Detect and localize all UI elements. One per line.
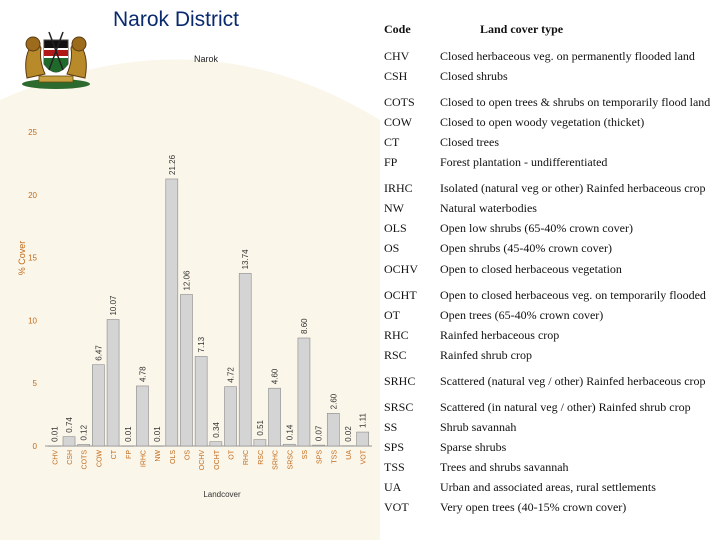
legend-description: Closed to open woody vegetation (thicket) <box>440 115 645 129</box>
bar-value-label: 4.72 <box>226 367 236 383</box>
legend-code: SS <box>384 420 398 434</box>
bar-value-label: 13.74 <box>241 249 251 270</box>
x-tick-label: TSS <box>331 450 339 464</box>
legend-code: RSC <box>384 348 407 362</box>
legend-description: Open to closed herbaceous veg. on temporarily flooded <box>440 288 706 302</box>
legend-description: Open trees (65-40% crown cover) <box>440 308 604 322</box>
legend-description: Shrub savannah <box>440 420 517 434</box>
legend-description: Natural waterbodies <box>440 201 537 215</box>
bar-value-label: 4.78 <box>138 366 148 382</box>
x-tick-label: OCHT <box>213 450 221 470</box>
x-tick-label: IRHC <box>140 450 148 468</box>
legend-description: Closed trees <box>440 135 499 149</box>
legend-description: Open shrubs (45-40% crown cover) <box>440 241 612 255</box>
legend-code: TSS <box>384 460 405 474</box>
x-tick-label: OCHV <box>199 450 207 471</box>
legend-code: OCHV <box>384 262 419 276</box>
bar-value-label: 6.47 <box>94 345 104 361</box>
x-tick-label: SS <box>301 450 309 460</box>
legend-code: FP <box>384 155 398 169</box>
x-axis-label: Landcover <box>203 490 241 499</box>
x-tick-label: CT <box>111 450 119 460</box>
bar-rhc <box>239 273 251 446</box>
legend-code: OLS <box>384 221 407 235</box>
bar-rsc <box>254 440 266 446</box>
legend-description: Urban and associated areas, rural settlements <box>440 480 656 494</box>
x-tick-label: FP <box>125 450 133 459</box>
legend-description: Trees and shrubs savannah <box>440 460 569 474</box>
y-tick-label: 10 <box>28 316 37 326</box>
legend-code: COTS <box>384 95 415 109</box>
legend-code: SRSC <box>384 400 414 414</box>
legend-code: UA <box>384 480 402 494</box>
legend-description: Isolated (natural veg or other) Rainfed herbaceous crop <box>440 181 706 195</box>
legend-code: NW <box>384 201 404 215</box>
chart-title: Narok <box>193 54 219 64</box>
bar-value-label: 0.01 <box>50 426 60 442</box>
legend-description: Closed shrubs <box>440 69 508 83</box>
x-tick-label: VOT <box>360 450 368 465</box>
bar-sps <box>313 445 325 446</box>
legend-code: SRHC <box>384 374 416 388</box>
bar-value-label: 2.60 <box>329 393 339 410</box>
legend-description: Closed herbaceous veg. on permanently flooded land <box>440 49 695 63</box>
legend-code: CT <box>384 135 400 149</box>
x-tick-label: OS <box>184 450 192 461</box>
bar-ols <box>166 179 178 446</box>
legend-header-type: Land cover type <box>480 22 564 36</box>
legend-description: Scattered (natural veg / other) Rainfed herbaceous crop <box>440 374 706 388</box>
legend-description: Forest plantation - undifferentiated <box>440 155 608 169</box>
y-tick-label: 5 <box>32 379 37 389</box>
bar-value-label: 0.07 <box>314 425 324 442</box>
x-tick-label: COW <box>96 450 104 468</box>
bar-value-label: 0.14 <box>285 424 295 441</box>
y-tick-label: 15 <box>28 253 37 263</box>
legend-description: Scattered (in natural veg / other) Rainfed shrub crop <box>440 400 691 414</box>
x-tick-label: OT <box>228 450 236 460</box>
x-tick-label: UA <box>345 450 353 460</box>
legend-description: Rainfed herbaceous crop <box>440 328 560 342</box>
bar-tss <box>327 413 339 446</box>
x-tick-label: OLS <box>169 450 177 465</box>
bar-cots <box>78 444 90 446</box>
x-tick-label: RHC <box>243 450 251 466</box>
bar-srhc <box>269 388 281 446</box>
bar-value-label: 0.02 <box>343 426 353 442</box>
legend-description: Open low shrubs (65-40% crown cover) <box>440 221 633 235</box>
bar-value-label: 21.26 <box>167 154 177 175</box>
bar-value-label: 4.60 <box>270 368 280 385</box>
legend-code: IRHC <box>384 181 413 195</box>
bar-value-label: 8.60 <box>299 318 309 334</box>
bar-value-label: 7.13 <box>197 336 207 353</box>
bar-csh <box>63 437 75 446</box>
bar-value-label: 1.11 <box>358 413 368 429</box>
bar-value-label: 12.06 <box>182 270 192 291</box>
bar-cow <box>92 365 104 446</box>
y-tick-label: 20 <box>28 190 37 200</box>
bar-value-label: 0.12 <box>79 424 89 441</box>
legend-code: CHV <box>384 49 410 63</box>
legend-description: Rainfed shrub crop <box>440 348 532 362</box>
x-tick-label: CSH <box>67 450 75 465</box>
legend-description: Very open trees (40-15% crown cover) <box>440 500 627 514</box>
page-title: Narok District <box>113 8 240 31</box>
legend-code: OS <box>384 241 400 255</box>
x-tick-label: NW <box>155 450 163 462</box>
legend-description: Closed to open trees & shrubs on temporarily flood land <box>440 95 711 109</box>
legend-code: CSH <box>384 69 408 83</box>
bar-value-label: 10.07 <box>109 295 119 316</box>
bar-value-label: 0.51 <box>255 420 265 436</box>
bar-vot <box>357 432 369 446</box>
land-cover-legend <box>384 22 716 534</box>
x-tick-label: SPS <box>316 450 324 465</box>
x-tick-label: SRSC <box>287 450 295 470</box>
bar-value-label: 0.01 <box>123 426 133 442</box>
legend-code: OCHT <box>384 288 417 302</box>
legend-code: SPS <box>384 440 405 454</box>
bar-value-label: 0.74 <box>65 417 75 433</box>
legend-header-code: Code <box>384 22 411 36</box>
legend-code: COW <box>384 115 412 129</box>
y-tick-label: 25 <box>28 128 37 137</box>
bar-os <box>180 295 192 446</box>
bar-ct <box>107 320 119 446</box>
legend-code: VOT <box>384 500 409 514</box>
bar-ochv <box>195 356 207 446</box>
y-axis-label: % Cover <box>17 240 27 276</box>
bar-srsc <box>283 444 295 446</box>
bar-value-label: 0.01 <box>153 426 163 442</box>
bar-ocht <box>210 442 222 446</box>
y-tick-label: 0 <box>32 442 37 451</box>
x-tick-label: RSC <box>257 450 265 465</box>
bar-ss <box>298 338 310 446</box>
x-tick-label: CHV <box>52 450 60 465</box>
x-tick-label: COTS <box>81 450 89 470</box>
x-tick-label: SRHC <box>272 450 280 470</box>
bar-value-label: 0.34 <box>211 422 221 438</box>
legend-description: Sparse shrubs <box>440 440 507 454</box>
legend-description: Open to closed herbaceous vegetation <box>440 262 622 276</box>
bar-irhc <box>136 386 148 446</box>
bar-ot <box>225 387 237 446</box>
legend-code: OT <box>384 308 400 322</box>
legend-code: RHC <box>384 328 409 342</box>
